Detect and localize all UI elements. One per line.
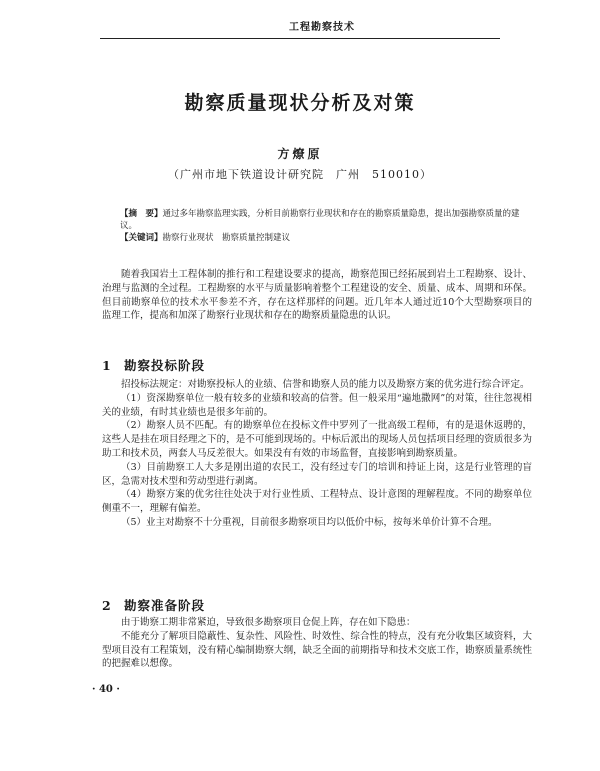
abstract-line — [120, 208, 520, 232]
keywords-label: 【关键词】 — [120, 233, 163, 243]
author-name: 方燎原 — [277, 147, 323, 161]
paragraph: （2）勘察人员不匹配。有的勘察单位在投标文件中罗列了一批高级工程师，有的是退休返聘的，这些人是挂在项目经理之下的，是不可能到现场的。中标后派出的现场人员包括项目经理的资质很多为助工和技术员，两套人马反差很大。如果没有有效的市场监督，直接影响到勘察质量。 — [102, 420, 532, 459]
article-title: 勘察质量现状分析及对策 — [184, 92, 416, 114]
page-number: · 40 · — [92, 684, 120, 695]
paragraph: （4）勘察方案的优劣往往处决于对行业性质、工程特点、设计意图的理解程度。不同的勘察单位侧重不一，理解有偏差。 — [102, 489, 532, 515]
section-heading — [102, 596, 205, 614]
journal-section-label: 工程勘察技术 — [289, 22, 355, 33]
paragraph: 由于勘察工期非常紧迫，导致很多勘察项目仓促上阵，存在如下隐患： — [121, 617, 416, 628]
abstract-block — [120, 208, 520, 244]
abstract-text: 通过多年勘察监理实践，分析目前勘察行业现状和存在的勘察质量隐患，提出加强勘察质量的建议。 — [120, 209, 520, 231]
paragraph: 不能充分了解项目隐蔽性、复杂性、风险性、时效性、综合性的特点，没有充分收集区域资料，大型项目没有工程策划，没有精心编制勘察大纲，缺乏全面的前期指导和技术交底工作，勘察质量系统性的把握难以想像。 — [102, 630, 532, 670]
section-1-body — [102, 378, 532, 530]
header-rule — [100, 38, 500, 39]
section-title: 勘察准备阶段 — [124, 598, 206, 613]
paragraph: （3）目前勘察工人大多是刚出道的农民工，没有经过专门的培训和持证上岗，这是行业管理的盲区，急需对技术型和劳动型进行剥离。 — [102, 461, 532, 487]
abstract-label: 【摘 要】 — [120, 209, 163, 219]
section-title: 勘察投标阶段 — [124, 358, 206, 373]
paragraph: 招投标法规定：对勘察投标人的业绩、信誉和勘察人员的能力以及勘察方案的优劣进行综合评定。 — [121, 379, 530, 390]
section-number: 1 — [102, 358, 112, 373]
intro-paragraph: 随着我国岩土工程体制的推行和工程建设要求的提高，勘察范围已经拓展到岩土工程勘察、设计、治理与监测的全过程。工程勘察的水平与质量影响着整个工程建设的安全、质量、成本、周期和环保。但目前勘察单位的技术水平参差不齐，存在这样那样的问题。近几年本人通过近10个大型勘察项目的监理工作，提高和加深了勘察行业现状和存在的勘察质量隐患的认识。 — [102, 269, 532, 322]
section-2-body — [102, 616, 532, 671]
section-number: 2 — [102, 598, 112, 613]
section-heading — [102, 356, 205, 374]
author-affiliation: （广州市地下铁道设计研究院 广州 510010） — [168, 168, 432, 181]
intro-block — [102, 268, 532, 323]
keywords-text: 勘察行业现状 勘察质量控制建议 — [162, 233, 291, 243]
paragraph: （1）资深勘察单位一般有较多的业绩和较高的信誉。但一般采用“遍地撒网”的对策，往往忽视相关的业绩，有时其业绩也是很多年前的。 — [102, 392, 532, 418]
keywords-line — [120, 232, 520, 244]
paragraph: （5）业主对勘察不十分重视，目前很多勘察项目均以低价中标，按每米单价计算不合理。 — [121, 516, 498, 528]
